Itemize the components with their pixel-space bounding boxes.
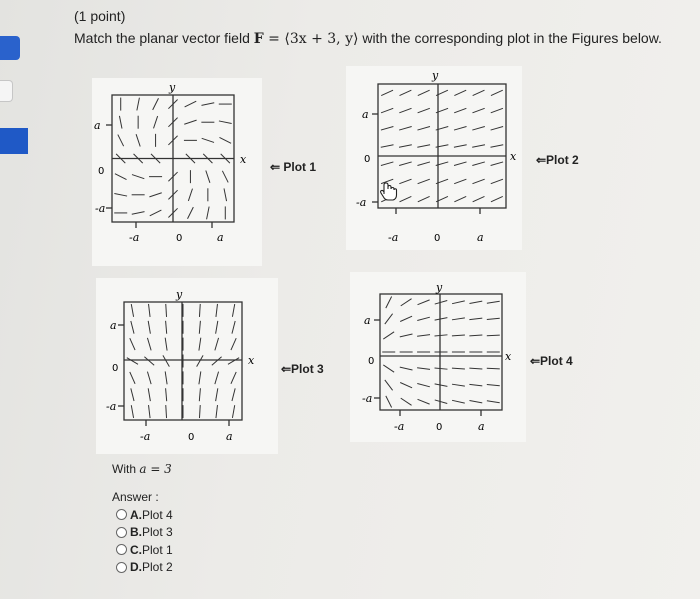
plot-3-ytick-a: a: [110, 319, 117, 332]
plot-1-ytick-a: a: [94, 119, 101, 132]
side-nav-tab-active[interactable]: [0, 36, 20, 60]
plot-3-xtick-neg-a: -a: [140, 430, 151, 443]
side-nav-tab[interactable]: [0, 80, 13, 102]
side-nav-tab-highlight[interactable]: [0, 128, 28, 154]
plot-4-xlabel: x: [505, 350, 512, 363]
plot-1-label: ⇐ Plot 1: [270, 160, 317, 174]
option-a[interactable]: [116, 506, 173, 524]
plot-4: [350, 272, 526, 442]
answer-label: Answer :: [112, 490, 159, 504]
plot-1-ytick-zero: 0: [98, 166, 105, 177]
plot-4-xtick-a: a: [478, 420, 485, 433]
plot-1-xtick-neg-a: -a: [129, 231, 140, 244]
option-a-radio[interactable]: [116, 509, 127, 520]
option-d[interactable]: [116, 559, 173, 577]
option-b-letter: B.: [130, 525, 142, 540]
plot-4-ytick-zero: 0: [368, 356, 375, 367]
question-prefix: Match the planar vector field: [74, 30, 254, 46]
plot-2-ytick-a: a: [362, 108, 369, 121]
plot-3-xtick-zero: 0: [188, 432, 195, 443]
plot-3-xtick-a: a: [226, 430, 233, 443]
plot-1-xtick-a: a: [217, 231, 224, 244]
option-d-letter: D.: [130, 560, 142, 575]
parameter-statement: [112, 462, 172, 476]
plot-2-ylabel: y: [432, 69, 439, 82]
plot-3-ytick-neg-a: -a: [106, 400, 117, 413]
points-label: (1 point): [74, 8, 126, 24]
plot-3-label: ⇐Plot 3: [281, 362, 324, 376]
plot-4-ytick-neg-a: -a: [362, 392, 373, 405]
option-b-radio[interactable]: [116, 527, 127, 538]
parameter-expression: a = 3: [139, 462, 172, 476]
question-suffix: with the corresponding plot in the Figures below.: [358, 30, 662, 46]
option-a-text: Plot 4: [142, 507, 173, 522]
plot-3-xlabel: x: [248, 354, 255, 367]
plot-3-ytick-zero: 0: [112, 363, 119, 374]
plot-1-ytick-neg-a: -a: [95, 202, 106, 215]
plot-1-xlabel: x: [240, 153, 247, 166]
option-c-radio[interactable]: [116, 544, 127, 555]
plot-3-ylabel: y: [176, 288, 183, 301]
plot-4-field-mark-44: [487, 335, 500, 336]
plot-1: [92, 78, 262, 266]
plot-4-field-mark-46: [487, 368, 500, 369]
plot-2-xtick-neg-a: -a: [388, 231, 399, 244]
plot-2-xtick-a: a: [477, 231, 484, 244]
plot-4-xtick-zero: 0: [436, 422, 443, 433]
plot-3: [96, 278, 278, 454]
plot-4-label: ⇐Plot 4: [530, 354, 573, 368]
field-equals: =: [263, 31, 285, 47]
plot-4-xtick-neg-a: -a: [394, 420, 405, 433]
plot-2-xlabel: x: [510, 150, 517, 163]
plot-1-ylabel: y: [169, 81, 176, 94]
field-expression: ⟨3x + 3, y⟩: [284, 31, 359, 47]
plot-2: [346, 66, 522, 250]
field-symbol: F: [253, 31, 264, 47]
option-a-letter: A.: [130, 507, 142, 522]
option-b-text: Plot 3: [142, 525, 173, 540]
option-c-letter: C.: [130, 542, 142, 557]
question-text: [74, 30, 662, 47]
plot-2-xtick-zero: 0: [434, 233, 441, 244]
plot-4-ylabel: y: [436, 281, 443, 294]
answer-options: [116, 506, 173, 576]
option-d-radio[interactable]: [116, 562, 127, 573]
option-c[interactable]: [116, 541, 173, 559]
option-b[interactable]: [116, 524, 173, 542]
plot-4-ytick-a: a: [364, 314, 371, 327]
plot-1-xtick-zero: 0: [176, 233, 183, 244]
plot-2-ytick-neg-a: -a: [356, 196, 367, 209]
option-c-text: Plot 1: [142, 542, 173, 557]
plot-2-ytick-zero: 0: [364, 154, 371, 165]
plot-2-label: ⇐Plot 2: [536, 153, 579, 167]
option-d-text: Plot 2: [142, 560, 173, 575]
parameter-prefix: With: [112, 462, 140, 476]
